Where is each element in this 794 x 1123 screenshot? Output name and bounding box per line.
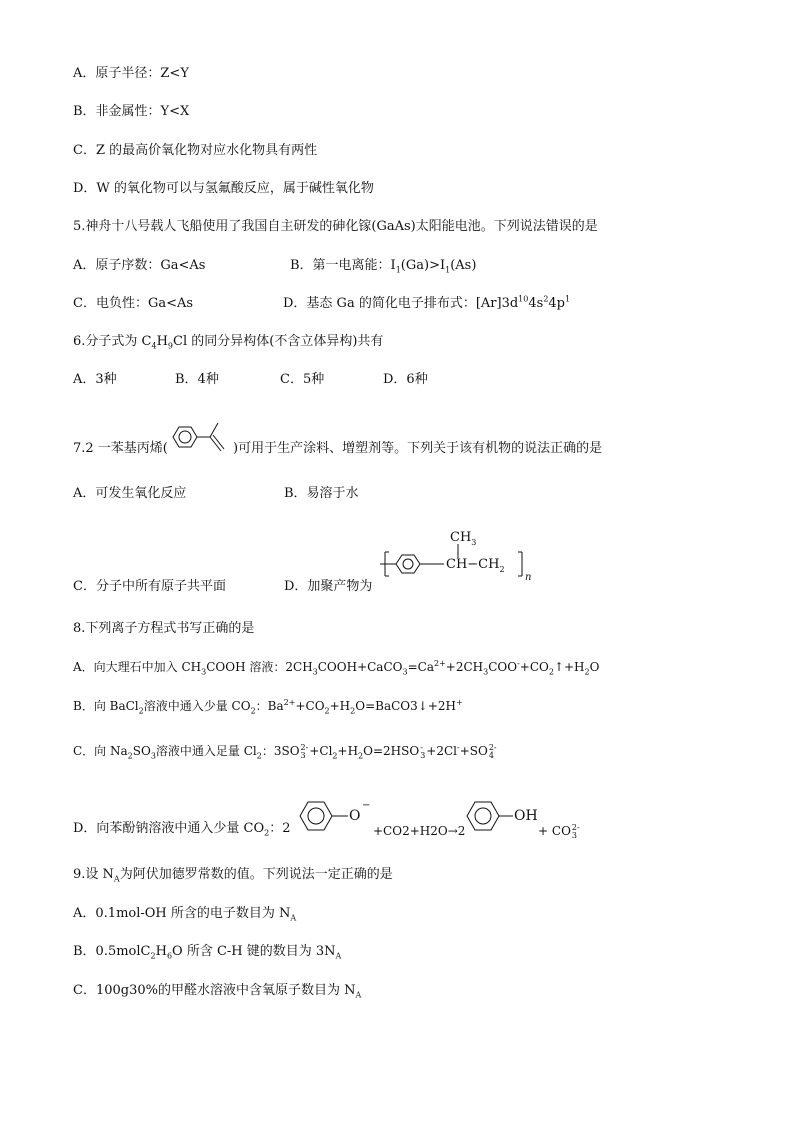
q9-stem: 9.设 $N_A$为阿伏加德罗常数的值。下列说法一定正确的是 [73, 867, 393, 884]
q9-option-c: C．100g30%的甲醛水溶液中含氧原子数目为 $N_A$ [73, 983, 362, 1000]
q9-option-a: A．0.1mol-OH 所含的电子数目为 $N_A$ [73, 906, 297, 923]
q7-option-d: D．加聚产物为 [284, 579, 373, 594]
q4-option-a: A．原子半径：Z<Y [73, 66, 189, 81]
q5-option-b: B．第一电离能：$I_1(Ga)>I_1(As)$ [290, 258, 477, 275]
polymer-chain: $CH-CH_2$ [446, 557, 505, 574]
q9-option-b: B．$0.5molC_2H_6O$ 所含 C-H 键的数目为 $3N_A$ [73, 944, 342, 961]
q6-option-b: B．4种 [175, 372, 219, 387]
polymer-ch3: $CH_3$ [450, 530, 477, 547]
q8-option-a: A．向大理石中加入 $CH_3COOH$ 溶液：$2CH_3COOH+CaCO_3=Ca^{2+}+2CH_3COO^-+CO_2↑+H_2O$ [73, 659, 600, 677]
q5-option-a: A．原子序数：Ga<As [73, 258, 206, 273]
q5-option-d: D．基态 Ga 的简化电子排布式：$[Ar]3d^{10}4s^24p^1$ [283, 294, 571, 311]
phenol-oh: OH [514, 808, 538, 824]
q7-stem-start: 7.2 一苯基丙烯( [73, 441, 168, 456]
q8-option-b: B．向 BaCl$_2$溶液中通入少量 $CO_2$：$Ba^{2+}+CO_2+H_2O=BaCO3↓+2H^+$ [73, 698, 463, 716]
phenol-structure-icon [463, 796, 543, 836]
q6-option-d: D．6种 [383, 372, 428, 387]
q7-option-b: B．易溶于水 [284, 486, 359, 501]
q7-stem-end: )可用于生产涂料、增塑剂等。下列关于该有机物的说法正确的是 [233, 441, 603, 456]
q4-option-d: D．W 的氧化物可以与氢氟酸反应，属于碱性氧化物 [73, 181, 374, 196]
q7-option-c: C．分子中所有原子共平面 [73, 579, 226, 594]
phenylpropene-structure-icon [170, 418, 236, 460]
q5-option-c: C．电负性：Ga<As [73, 296, 194, 311]
q4-option-b: B．非金属性：Y<X [73, 104, 190, 119]
q5-stem: 5.神舟十八号载人飞船使用了我国自主研发的砷化镓(GaAs)太阳能电池。下列说法错误的是 [73, 219, 598, 234]
polymer-structure-icon [380, 530, 545, 590]
q6-option-a: A．3种 [73, 372, 117, 387]
q8-stem: 8.下列离子方程式书写正确的是 [73, 621, 255, 636]
q8-d-middle: +CO2+H2O→2 [373, 824, 466, 838]
polymer-n: n [525, 572, 532, 583]
q6-stem: 6.分子式为 $C_4H_9Cl$ 的同分异构体(不含立体异构)共有 [73, 334, 384, 351]
phenoxide-oxygen: O [349, 808, 361, 824]
phenoxide-charge: − [362, 800, 371, 811]
q8-option-c: C．向 $Na_2SO_3$溶液中通入足量 $Cl_2$：3SO 2- 3 $+Cl_2+H_2O=2HSO$ - 3 +2Cl-+SO 2- 4 [73, 742, 497, 761]
q8-option-d: D．向苯酚钠溶液中通入少量 $CO_2$：2 [73, 821, 291, 838]
phenoxide-structure-icon [296, 796, 376, 836]
q8-d-carbonate: + CO 2- 3 [538, 822, 580, 840]
q6-option-c: C．5种 [280, 372, 325, 387]
q4-option-c: C．Z 的最高价氧化物对应水化物具有两性 [73, 143, 318, 158]
q7-option-a: A．可发生氧化反应 [73, 486, 187, 501]
